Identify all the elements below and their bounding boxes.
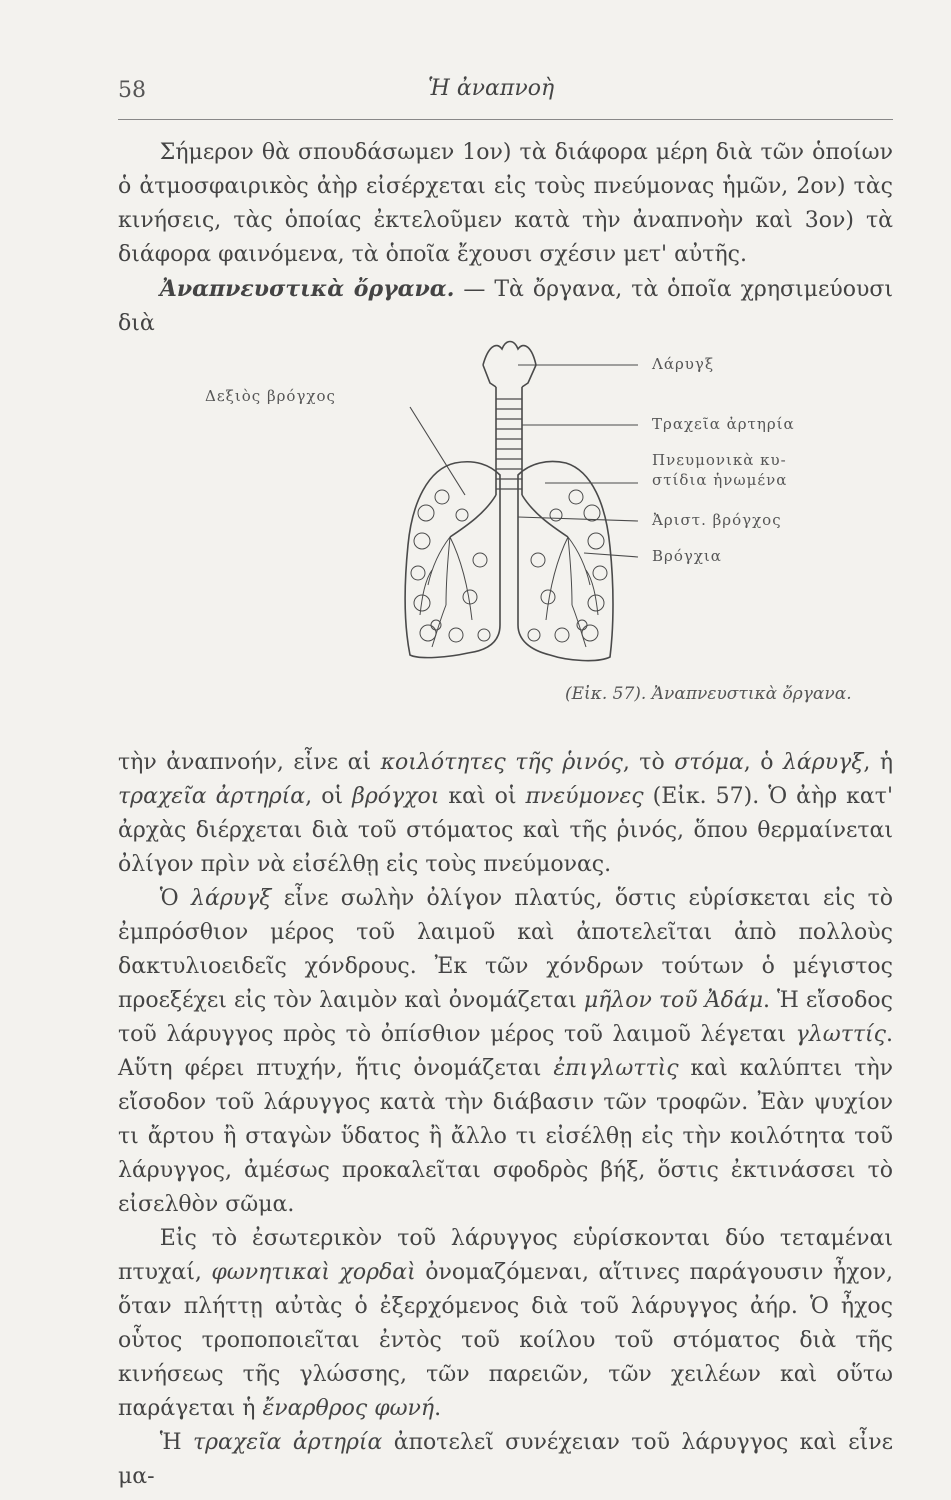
label-left-bronchus: Ἀριστ. βρόγχος	[652, 511, 782, 529]
paragraph: Ἡ τραχεῖα ἀρτηρία ἀποτελεῖ συνέχειαν τοῦ λάρυγγος καὶ εἶνε μα-	[118, 1430, 893, 1489]
label-larynx: Λάρυγξ	[652, 355, 715, 373]
running-title: Ἡ ἀναπνοὴ	[428, 76, 555, 101]
figure-respiratory-organs	[200, 335, 880, 720]
section-paragraph	[118, 272, 893, 341]
paragraph: Εἰς τὸ ἐσωτερικὸν τοῦ λάρυγγος εὑρίσκονται δύο τεταμέναι πτυχαί, φωνητικαὶ χορδαὶ ὀνομαζόμεναι, αἵτινες παράγουσιν ἦχον, ὅταν πλήττῃ αὐτὰς ὁ ἐξερχόμενος διὰ τοῦ λάρυγγος ἀήρ. Ὁ ἦχος οὗτος τροποποιεῖται ἐντὸς τοῦ κοίλου τοῦ στόματος διὰ τῆς κινήσεως τῆς γλώσσης, τῶν παρειῶν, τῶν χειλέων καὶ οὕτω παράγεται ἡ ἔναρθρος φωνή.	[118, 1226, 894, 1421]
label-bronchioles: Βρόγχια	[652, 547, 722, 565]
caption-title: Ἀναπνευστικὰ ὄργανα.	[651, 684, 852, 704]
label-right-bronchus: Δεξιὸς βρόγχος	[205, 387, 336, 405]
paragraph: Ὁ λάρυγξ εἶνε σωλὴν ὀλίγον πλατύς, ὅστις εὑρίσκεται εἰς τὸ ἐμπρόσθιον μέρος τοῦ λαιμοῦ καὶ ἀποτελεῖται ἀπὸ πολλοὺς δακτυλιοειδεῖς χόνδρους. Ἐκ τῶν χόνδρων τούτων ὁ μέγιστος προεξέχει εἰς τὸν λαιμὸν καὶ ὀνομάζεται μῆλον τοῦ Ἀδάμ. Ἡ εἴσοδος τοῦ λάρυγγος πρὸς τὸ ὀπίσθιον μέρος τοῦ λαιμοῦ λέγεται γλωττίς. Αὕτη φέρει πτυχήν, ἥτις ὀνομάζεται ἐπιγλωττὶς καὶ καλύπτει τὴν εἴσοδον τοῦ λάρυγγος κατὰ τὴν διάβασιν τῶν τροφῶν. Ἐὰν ψυχίον τι ἄρτου ἢ σταγὼν ὕδατος ἢ ἄλλο τι εἰσέλθῃ εἰς τὴν κοιλότητα τοῦ λάρυγγος, ἀμέσως προκαλεῖται σφοδρὸς βήξ, ὅστις ἐκτινάσσει τὸ εἰσελθὸν σῶμα.	[118, 886, 894, 1217]
label-alveoli-line2: στίδια ἡνωμένα	[652, 471, 788, 489]
header-rule	[118, 119, 893, 120]
page-number: 58	[118, 78, 146, 103]
section-heading: Ἀναπνευστικὰ ὄργανα.	[159, 276, 455, 302]
paragraph: τὴν ἀναπνοήν, εἶνε αἱ κοιλότητες τῆς ῥινός, τὸ στόμα, ὁ λάρυγξ, ἡ τραχεῖα ἀρτηρία, οἱ βρόγχοι καὶ οἱ πνεύμονες (Εἰκ. 57). Ὁ ἀὴρ κατ' ἀρχὰς διέρχεται διὰ τοῦ στόματος καὶ τῆς ῥινός, ὅπου θερμαίνεται ὀλίγον πρὶν νὰ εἰσέλθῃ εἰς τοὺς πνεύμονας.	[118, 750, 894, 877]
intro-text	[118, 136, 893, 341]
label-trachea: Τραχεῖα ἀρτηρία	[652, 415, 795, 433]
figure-caption	[565, 684, 852, 704]
caption-number: (Εἰκ. 57).	[565, 684, 647, 704]
section-lead: — Τὰ ὄργανα, τὰ ὁποῖα χρησιμεύουσι διὰ	[118, 277, 893, 336]
main-text	[118, 746, 893, 1494]
label-alveoli-line1: Πνευμονικὰ κυ-	[652, 451, 787, 469]
paragraph: Σήμερον θὰ σπουδάσωμεν 1ον) τὰ διάφορα μέρη διὰ τῶν ὁποίων ὁ ἀτμοσφαιρικὸς ἀὴρ εἰσέρχεται εἰς τοὺς πνεύμονας ἡμῶν, 2ον) τὰς κινήσεις, τὰς ὁποίας ἐκτελοῦμεν κατὰ τὴν ἀναπνοὴν καὶ 3ον) τὰ διάφορα φαινόμενα, τὰ ὁποῖα ἔχουσι σχέσιν μετ' αὐτῆς.	[118, 140, 893, 267]
